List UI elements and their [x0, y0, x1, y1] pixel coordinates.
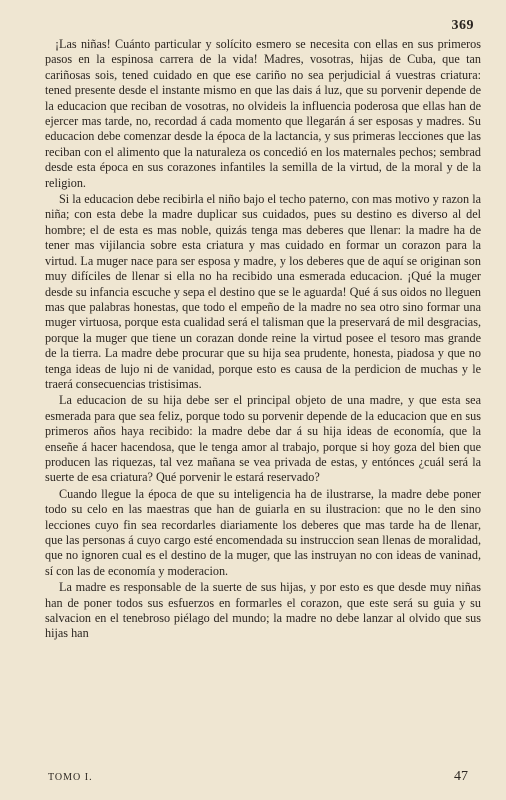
- paragraph-1: ¡Las niñas! Cuánto particular y solícito esmero se necesita con ellas en sus primeros pasos en la espinosa carrera de la vida! Madres, vosotras, hijas de Cuba, que tan cariñosas sois, tened cuidado en que ese cariño no sea perjudicial á vuestras criatura: tened presente desde el instante mismo en que las dais á luz, que su porvenir depende de la educacion que reciban de vosotras, no olvideis la influencia poderosa que ellas han de ejercer mas tarde, no, recordad á cada momento que llegarán á ser esposas y madres. Su educacion debe comenzar desde la época de la lactancia, y sus primeras lecciones que las reciban con el alimento que la naturaleza os concedió en los maternales pechos; sembrad desde esta época en sus corazones infantiles la semilla de la virtud, de la moral y de la religion.: [45, 37, 481, 190]
- page-footer: [48, 769, 468, 785]
- paragraph-2: Si la educacion debe recibirla el niño bajo el techo paterno, con mas motivo y razon la niña; con esta debe la madre duplicar sus cuidados, pues su destino es diverso al del hombre; el de esta es mas noble, quizás tenga mas deberes que llenar: la madre ha de tener mas vijilancia sobre esta criatura y mas cuidado en formar un corazon para la virtud. La muger nace para ser esposa y madre, y los deberes que de aquí se originan son muy difíciles de llenar si ella no ha recibido una esmerada educacion. ¡Qué la muger desde su infancia escuche y sepa el destino que se le aguarda! Qué á sus oidos no lleguen mas que palabras honestas, que todo el empeño de la madre no sea otro sino formar una muger virtuosa, porque esta cualidad será el talisman que la preservará de mil desgracias, porque la muger que tiene un corazan donde reine la virtud posee el tesoro mas grande de la tierra. La madre debe procurar que su hija sea prudente, honesta, piadosa y que no tenga ideas de lujo ni de vanidad, porque esto es causa de la perdicion de muchas y le traerá consecuencias tristisimas.: [45, 192, 481, 391]
- signature-number: 47: [454, 769, 468, 784]
- paragraph-3: La educacion de su hija debe ser el principal objeto de una madre, y que esta sea esmerada para que sea feliz, porque todo su porvenir depende de la educacion que en sus primeros años haya recibido: la madre debe dar á su hija ideas de economía, que la enseñe á hacer hacendosa, que le tenga amor al trabajo, porque si hoy goza del bien que producen las riquezas, tal vez mañana se vea privada de estas, y entónces ¿cuál será la suerte de esa criatura? Qué porvenir le estará reservado?: [45, 393, 481, 485]
- paragraph-4: Cuando llegue la época de que su inteligencia ha de ilustrarse, la madre debe poner todo su celo en las maestras que han de guiarla en su ilustracion: que no le den sino lecciones cuyo fin sea recordarles diariamente los deberes que mas tarde ha de llenar, que las personas á cuyo cargo esté encomendada su instruccion sean llenas de moralidad, que no ignoren cual es el destino de la muger, que las instruyan no con ideas de vaninad, sí con las de economía y moderacion.: [45, 486, 481, 578]
- volume-label: TOMO I.: [48, 772, 93, 783]
- body-text: [45, 37, 481, 643]
- paragraph-5: La madre es responsable de la suerte de sus hijas, y por esto es que desde muy niñas han de poner todos sus esfuerzos en formarles el corazon, que este será su guia y su salvacion en el tenebroso piélago del mundo; la madre no debe lanzar al olvido que sus hijas han: [45, 580, 481, 641]
- page-number: 369: [451, 18, 474, 33]
